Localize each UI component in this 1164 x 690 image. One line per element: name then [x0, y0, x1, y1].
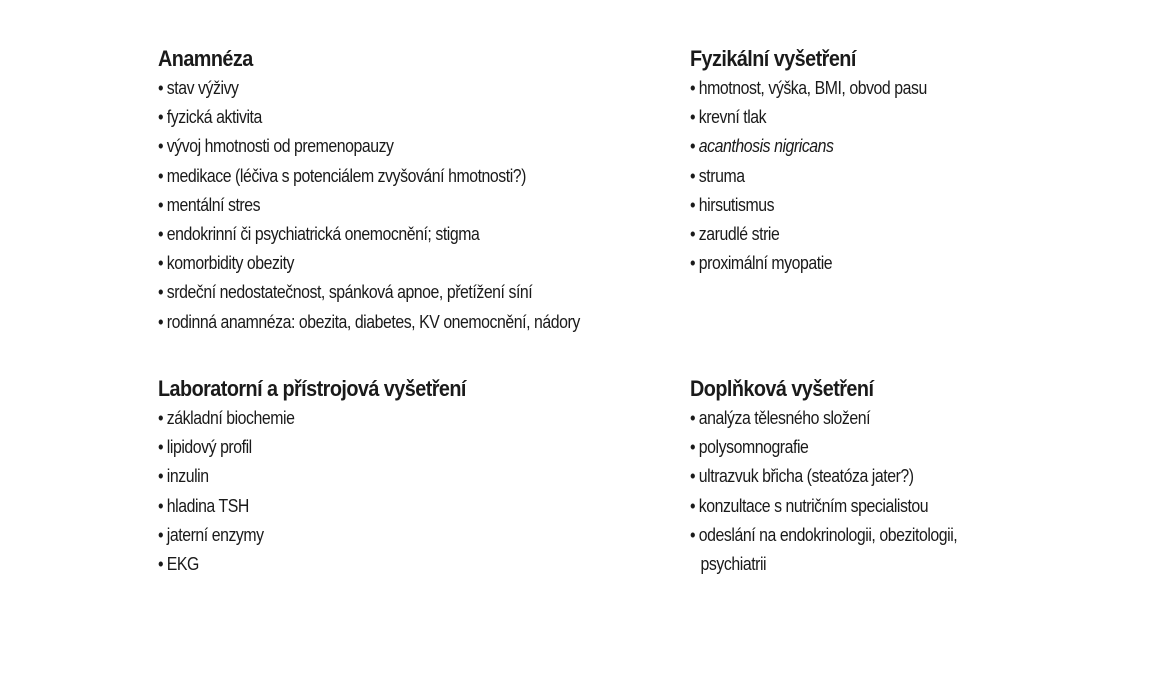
list-item-text: proximální myopatie — [698, 253, 833, 274]
list-item — [158, 74, 598, 103]
list-anamneza — [158, 74, 658, 337]
list-item-text: hirsutismus — [698, 194, 775, 215]
list-item-text: struma — [698, 165, 745, 186]
section-anamneza — [158, 44, 658, 337]
list-item-text: EKG — [166, 554, 199, 575]
section-laboratorni-vysetreni — [158, 374, 658, 579]
list-item-text: analýza tělesného složení — [698, 408, 871, 428]
list-item — [690, 191, 1077, 220]
list-item — [690, 404, 1077, 433]
bullet-icon: • — [158, 466, 164, 487]
bullet-icon: • — [690, 437, 696, 458]
list-item — [690, 162, 1077, 191]
bullet-icon: • — [690, 78, 696, 98]
list-item — [690, 74, 1077, 103]
list-item — [158, 308, 598, 337]
bullet-icon: • — [158, 107, 164, 128]
bullet-icon: • — [158, 194, 164, 215]
bullet-icon: • — [158, 524, 164, 545]
list-item-text: komorbidity obezity — [166, 253, 295, 274]
list-item-text: hmotnost, výška, BMI, obvod pasu — [698, 78, 927, 98]
list-item — [158, 550, 598, 579]
bullet-icon: • — [158, 78, 164, 98]
list-item — [690, 433, 1077, 462]
bullet-icon: • — [158, 165, 164, 186]
list-item — [158, 278, 598, 307]
section-title-fyzikalni-vysetreni: Fyzikální vyšetření — [690, 46, 856, 71]
list-item — [158, 404, 598, 433]
list-item — [690, 249, 1077, 278]
bullet-icon: • — [690, 495, 696, 516]
section-title-laboratorni-vysetreni: Laboratorní a přístrojová vyšetření — [158, 376, 466, 401]
bullet-icon: • — [158, 282, 164, 303]
list-item-text: stav výživy — [166, 78, 239, 98]
list-item-continuation — [690, 550, 1077, 579]
bullet-icon: • — [690, 524, 696, 545]
bullet-icon: • — [690, 194, 696, 215]
list-item-text: jaterní enzymy — [166, 524, 264, 545]
list-item-text: polysomnografie — [698, 437, 809, 458]
list-item-text: rodinná anamnéza: obezita, diabetes, KV onemocnění, nádory — [166, 311, 580, 332]
list-item — [158, 191, 598, 220]
list-item-text: acanthosis nigricans — [698, 136, 834, 157]
list-doplnkova-vysetreni — [690, 404, 1130, 579]
bullet-icon: • — [158, 495, 164, 516]
list-item — [158, 433, 598, 462]
bullet-icon: • — [158, 437, 164, 458]
list-item-text: fyzická aktivita — [166, 107, 262, 128]
list-item — [158, 103, 598, 132]
bullet-icon: • — [158, 554, 164, 575]
list-item-text: inzulin — [166, 466, 209, 487]
list-item-text: psychiatrii — [700, 554, 767, 575]
list-item — [158, 220, 598, 249]
bullet-icon: • — [158, 408, 164, 428]
list-item — [158, 492, 598, 521]
bullet-icon: • — [158, 311, 164, 332]
section-fyzikalni-vysetreni — [690, 44, 1130, 278]
list-item-text: konzultace s nutričním specialistou — [698, 495, 929, 516]
list-item-text: ultrazvuk břicha (steatóza jater?) — [698, 466, 914, 487]
list-laboratorni-vysetreni — [158, 404, 658, 579]
bullet-icon: • — [690, 224, 696, 245]
list-item — [690, 103, 1077, 132]
bullet-icon: • — [158, 136, 164, 157]
list-item — [690, 220, 1077, 249]
list-item — [690, 492, 1077, 521]
bullet-icon: • — [690, 408, 696, 428]
list-item — [158, 521, 598, 550]
list-item — [158, 249, 598, 278]
list-item-text: lipidový profil — [166, 437, 252, 458]
list-fyzikalni-vysetreni — [690, 74, 1130, 278]
list-item-text: vývoj hmotnosti od premenopauzy — [166, 136, 394, 157]
list-item-text: mentální stres — [166, 194, 261, 215]
list-item-text: zarudlé strie — [698, 224, 780, 245]
bullet-icon: • — [690, 165, 696, 186]
section-doplnkova-vysetreni — [690, 374, 1130, 579]
list-item — [690, 462, 1077, 491]
list-item — [158, 132, 598, 161]
list-item-text: hladina TSH — [166, 495, 249, 516]
bullet-icon: • — [690, 253, 696, 274]
bullet-icon: • — [158, 253, 164, 274]
bullet-icon: • — [690, 136, 696, 157]
bullet-icon: • — [690, 466, 696, 487]
bullet-icon: • — [690, 107, 696, 128]
list-item — [690, 521, 1077, 550]
list-item-text: endokrinní či psychiatrická onemocnění; stigma — [166, 224, 480, 245]
list-item-text: srdeční nedostatečnost, spánková apnoe, přetížení síní — [166, 282, 533, 303]
list-item — [158, 162, 598, 191]
list-item-text: základní biochemie — [166, 408, 295, 428]
list-item-text: medikace (léčiva s potenciálem zvyšování hmotnosti?) — [166, 165, 527, 186]
list-item — [690, 132, 1077, 161]
section-title-anamneza: Anamnéza — [158, 46, 253, 71]
list-item-text: odeslání na endokrinologii, obezitologii, — [698, 524, 958, 545]
bullet-icon: • — [158, 224, 164, 245]
list-item-text: krevní tlak — [698, 107, 767, 128]
section-title-doplnkova-vysetreni: Doplňková vyšetření — [690, 376, 874, 401]
list-item — [158, 462, 598, 491]
